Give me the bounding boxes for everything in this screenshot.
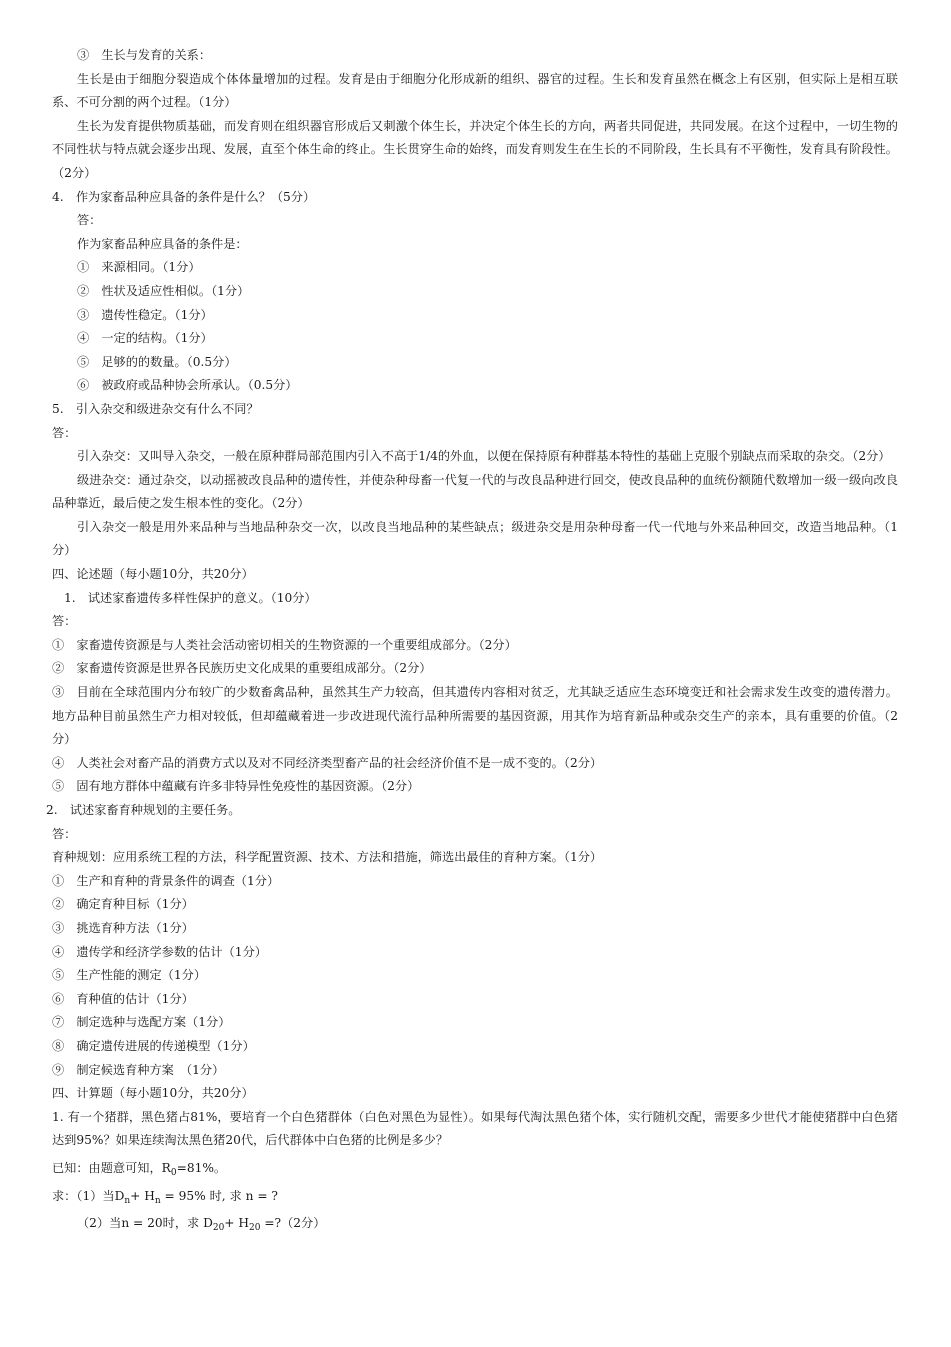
essay-q2-item: ⑨ 制定候选育种方案 （1分） bbox=[52, 1062, 225, 1077]
q5-paragraph-2: 级进杂交：通过杂交，以动摇被改良品种的遗传性，并使杂种母畜一代复一代的与改良品种进行回交，使改良品种的血统份额随代数增加一级一级向改良品种靠近，最后使之发生根本性的变化。（2分） bbox=[52, 472, 898, 511]
q4-item: ⑤ 足够的的数量。（0.5分） bbox=[77, 354, 237, 369]
document-page bbox=[46, 44, 898, 1236]
essay-q1-question: 1. 试述家畜遗传多样性保护的意义。（10分） bbox=[64, 590, 317, 605]
essay-q1-item: ④ 人类社会对畜产品的消费方式以及对不同经济类型畜产品的社会经济价值不是一成不变的。（2分） bbox=[52, 755, 603, 770]
essay-q2-answer-label: 答： bbox=[52, 826, 77, 841]
essay-q1-answer-label: 答： bbox=[52, 614, 77, 629]
q4-item: ⑥ 被政府或品种协会所承认。（0.5分） bbox=[77, 378, 298, 393]
q3-part3-paragraph-1: 生长是由于细胞分裂造成个体体量增加的过程。发育是由于细胞分化形成新的组织、器官的过程。生长和发育虽然在概念上有区别，但实际上是相互联系、不可分割的两个过程。（1分） bbox=[52, 71, 898, 110]
q4-answer-label: 答： bbox=[77, 213, 102, 228]
calc-q1-known: 已知：由题意可知，$R_0=81\%$。 bbox=[52, 1160, 227, 1178]
section-essay-heading: 四、论述题（每小题10分，共20分） bbox=[52, 567, 254, 582]
essay-q2-item: ⑧ 确定遗传进展的传递模型（1分） bbox=[52, 1038, 255, 1053]
q3-part3-heading: ③ 生长与发育的关系： bbox=[77, 48, 212, 62]
q3-part3-paragraph-2: 生长为发育提供物质基础，而发育则在组织器官形成后又刺激个体生长，并决定个体生长的方向，两者共同促进，共同发展。在这个过程中，一切生物的不同性状与特点就会逐步出现、发展，直至个体生命的终止。生长贯穿生命的始终，而发育则发生在生长的不同阶段，生长具有不平衡性，发育具有阶段性。（2分） bbox=[52, 118, 898, 180]
q4-item: ④ 一定的结构。（1分） bbox=[77, 331, 213, 346]
q5-answer-label: 答： bbox=[52, 425, 77, 440]
q4-question: 4. 作为家畜品种应具备的条件是什么？（5分） bbox=[52, 189, 316, 204]
essay-q2-item: ① 生产和育种的背景条件的调查（1分） bbox=[52, 873, 280, 888]
essay-q2-item: ④ 遗传学和经济学参数的估计（1分） bbox=[52, 944, 267, 959]
essay-q1-item: ① 家畜遗传资源是与人类社会活动密切相关的生物资源的一个重要组成部分。（2分） bbox=[52, 637, 517, 652]
calc-q1-ask-1: 求：（1）当$D_n+ H_n = 95\%$ 时, 求 n = ? bbox=[52, 1188, 278, 1206]
calc-q1-ask-2: （2）当n = 20时，求 $D_{20}+ H_{20}$ =?（2分） bbox=[77, 1216, 326, 1234]
calc-q1-text: 1. 有一个猪群，黑色猪占81%，要培育一个白色猪群体（白色对黑色为显性）。如果每代淘汰黑色猪个体，实行随机交配，需要多少世代才能使猪群中白色猪达到95%？如果连续淘汰黑色猪20代，后代群体中白色猪的比例是多少？ bbox=[52, 1109, 898, 1148]
q5-paragraph-1: 引入杂交：又叫导入杂交，一般在原种群局部范围内引入不高于1/4的外血，以便在保持原有种群基本特性的基础上克服个别缺点而采取的杂交。（2分） bbox=[77, 449, 891, 464]
q4-item: ② 性状及适应性相似。（1分） bbox=[77, 283, 250, 298]
essay-q2-item: ② 确定育种目标（1分） bbox=[52, 897, 194, 912]
q4-item: ③ 遗传性稳定。（1分） bbox=[77, 307, 213, 322]
essay-q2-item: ③ 挑选育种方法（1分） bbox=[52, 920, 194, 935]
essay-q2-item: ⑥ 育种值的估计（1分） bbox=[52, 991, 194, 1006]
essay-q2-intro: 育种规划：应用系统工程的方法，科学配置资源、技术、方法和措施，筛选出最佳的育种方案。（1分） bbox=[52, 850, 603, 865]
q5-paragraph-3: 引入杂交一般是用外来品种与当地品种杂交一次，以改良当地品种的某些缺点；级进杂交是用杂种母畜一代一代地与外来品种回交，改造当地品种。（1分） bbox=[52, 519, 898, 558]
essay-q2-item: ⑦ 制定选种与选配方案（1分） bbox=[52, 1015, 231, 1030]
essay-q1-item: ③ 目前在全球范围内分布较广的少数畜禽品种，虽然其生产力较高，但其遗传内容相对贫乏，尤其缺乏适应生态环境变迁和社会需求发生改变的遗传潜力。地方品种目前虽然生产力相对较低，但却蕴藏着进一步改进现代流行品种所需要的基因资源，用其作为培育新品种或杂交生产的亲本，具有重要的价值。（2分） bbox=[52, 685, 898, 747]
section-calc-heading: 四、计算题（每小题10分，共20分） bbox=[52, 1086, 254, 1101]
essay-q2-question: 2. 试述家畜育种规划的主要任务。 bbox=[46, 803, 241, 817]
q4-item: ① 来源相同。（1分） bbox=[77, 260, 201, 275]
essay-q1-item: ② 家畜遗传资源是世界各民族历史文化成果的重要组成部分。（2分） bbox=[52, 661, 432, 676]
q5-question: 5. 引入杂交和级进杂交有什么不同？ bbox=[52, 401, 259, 416]
essay-q1-item: ⑤ 固有地方群体中蕴藏有许多非特异性免疫性的基因资源。（2分） bbox=[52, 779, 420, 794]
essay-q2-item: ⑤ 生产性能的测定（1分） bbox=[52, 968, 207, 983]
q4-intro: 作为家畜品种应具备的条件是： bbox=[77, 236, 248, 251]
